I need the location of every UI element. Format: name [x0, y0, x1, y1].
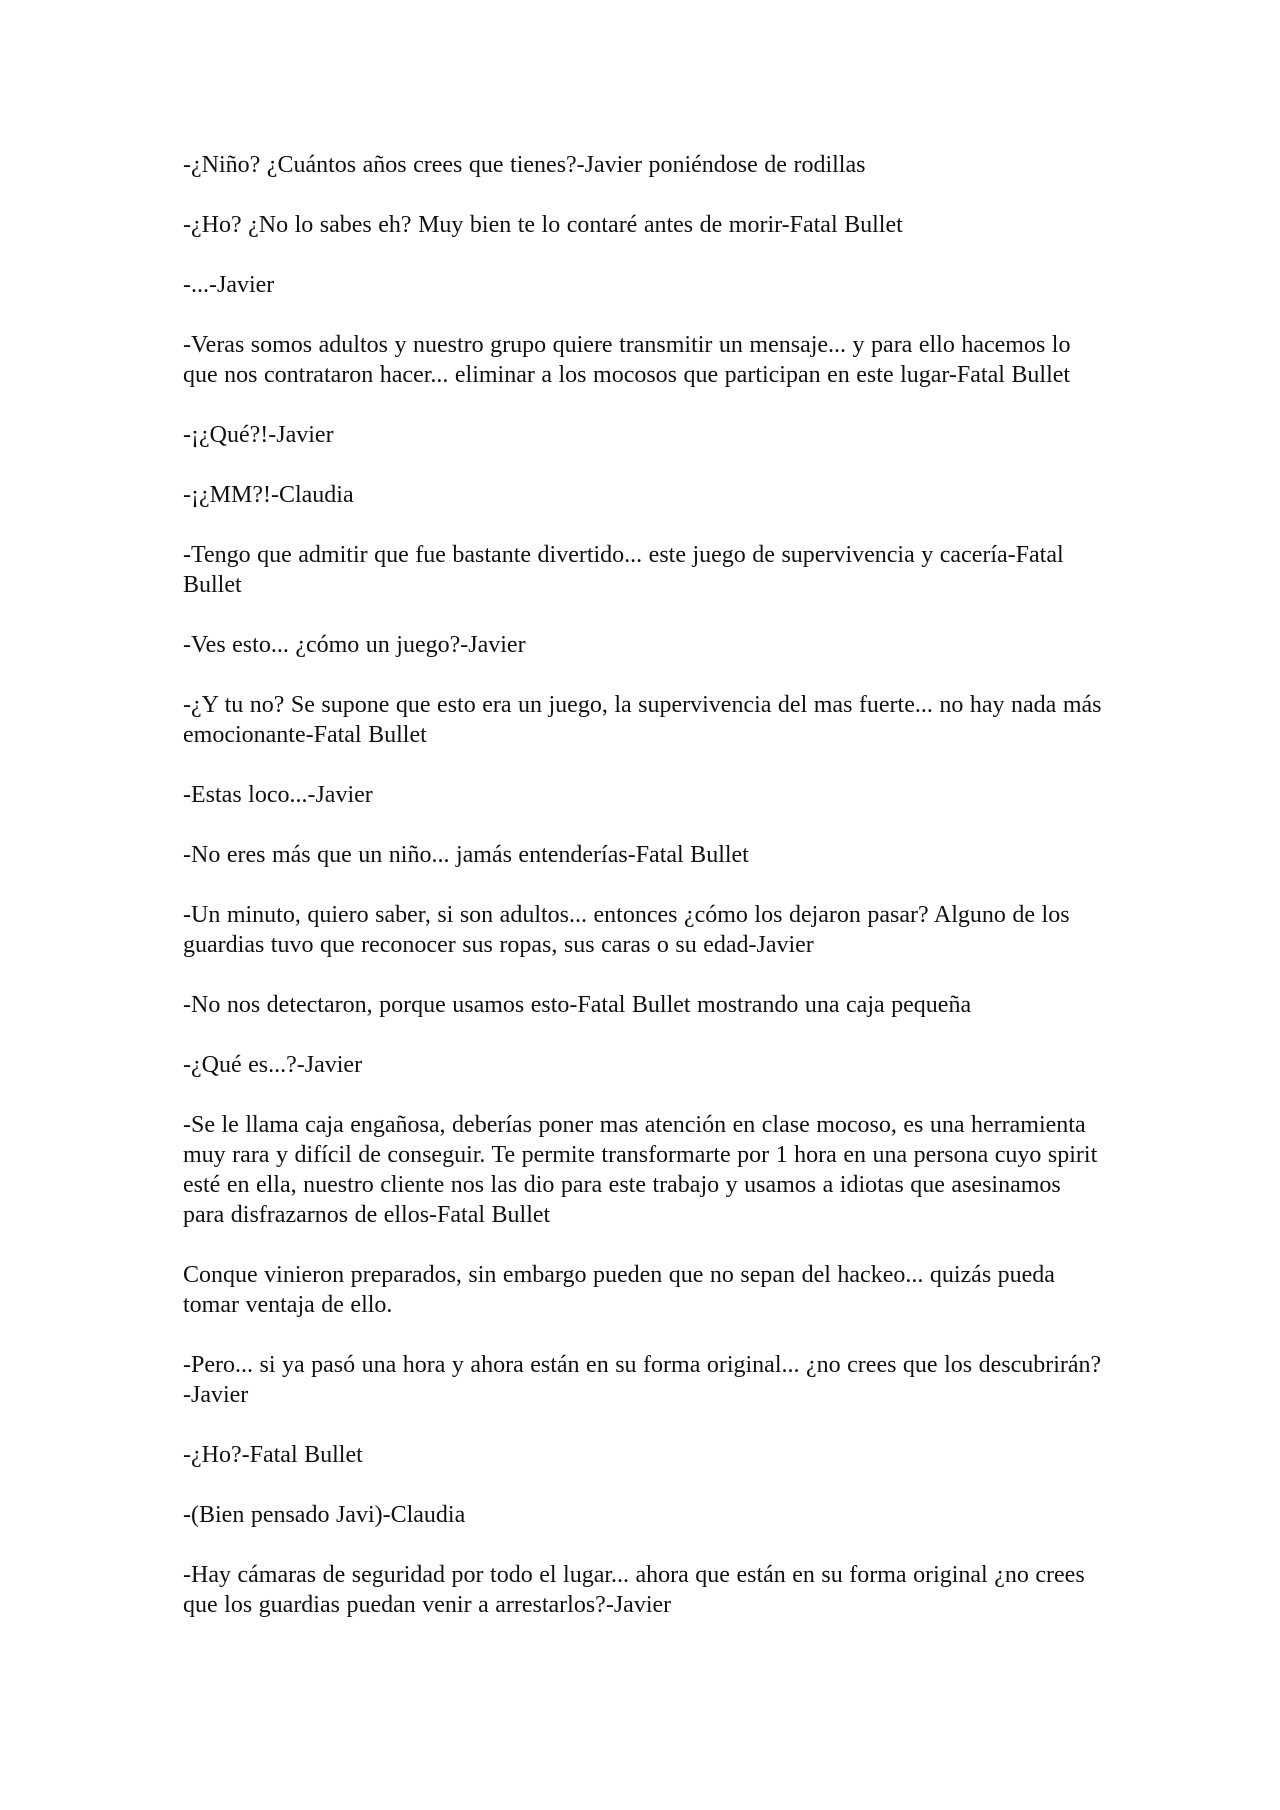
paragraph: -No nos detectaron, porque usamos esto-Fatal Bullet mostrando una caja pequeña	[183, 992, 972, 1018]
paragraph: -Estas loco...-Javier	[183, 782, 373, 808]
paragraph: -Ves esto... ¿cómo un juego?-Javier	[183, 632, 526, 658]
paragraph: -¡¿MM?!-Claudia	[183, 482, 354, 508]
paragraph: -Un minuto, quiero saber, si son adultos... entonces ¿cómo los dejaron pasar? Alguno de los guardias tuvo que reconocer sus ropas, sus caras o su edad-Javier	[183, 902, 1070, 958]
paragraph: -¿Niño? ¿Cuántos años crees que tienes?-Javier poniéndose de rodillas	[183, 152, 866, 178]
paragraph: -Se le llama caja engañosa, deberías poner mas atención en clase mocoso, es una herramienta muy rara y difícil de conseguir. Te permite transformarte por 1 hora en una persona cuyo spirit esté en ella, nuestro cliente nos las dio para este trabajo y usamos a idiotas que asesinamos para disfrazarnos de ellos-Fatal Bullet	[183, 1112, 1098, 1228]
paragraph: -Hay cámaras de seguridad por todo el lugar... ahora que están en su forma original ¿no crees que los guardias puedan venir a arrestarlos?-Javier	[183, 1562, 1085, 1618]
paragraph: -¿Ho?-Fatal Bullet	[183, 1442, 363, 1468]
paragraph: -Veras somos adultos y nuestro grupo quiere transmitir un mensaje... y para ello hacemos lo que nos contrataron hacer... eliminar a los mocosos que participan en este lugar-Fatal Bullet	[183, 332, 1071, 388]
paragraph: -¿Qué es...?-Javier	[183, 1052, 363, 1078]
paragraph: -¿Y tu no? Se supone que esto era un juego, la supervivencia del mas fuerte... no hay nada más emocionante-Fatal Bullet	[183, 692, 1102, 748]
paragraph: -...-Javier	[183, 272, 275, 298]
document-body	[183, 150, 1103, 1650]
paragraph: -Tengo que admitir que fue bastante divertido... este juego de supervivencia y cacería-Fatal Bullet	[183, 542, 1064, 598]
paragraph: -(Bien pensado Javi)-Claudia	[183, 1502, 466, 1528]
paragraph: -No eres más que un niño... jamás entenderías-Fatal Bullet	[183, 842, 749, 868]
paragraph: -¡¿Qué?!-Javier	[183, 422, 334, 448]
paragraph: -¿Ho? ¿No lo sabes eh? Muy bien te lo contaré antes de morir-Fatal Bullet	[183, 212, 903, 238]
paragraph: Conque vinieron preparados, sin embargo pueden que no sepan del hackeo... quizás pueda tomar ventaja de ello.	[183, 1262, 1055, 1318]
paragraph: -Pero... si ya pasó una hora y ahora están en su forma original... ¿no crees que los descubrirán?-Javier	[183, 1352, 1102, 1408]
